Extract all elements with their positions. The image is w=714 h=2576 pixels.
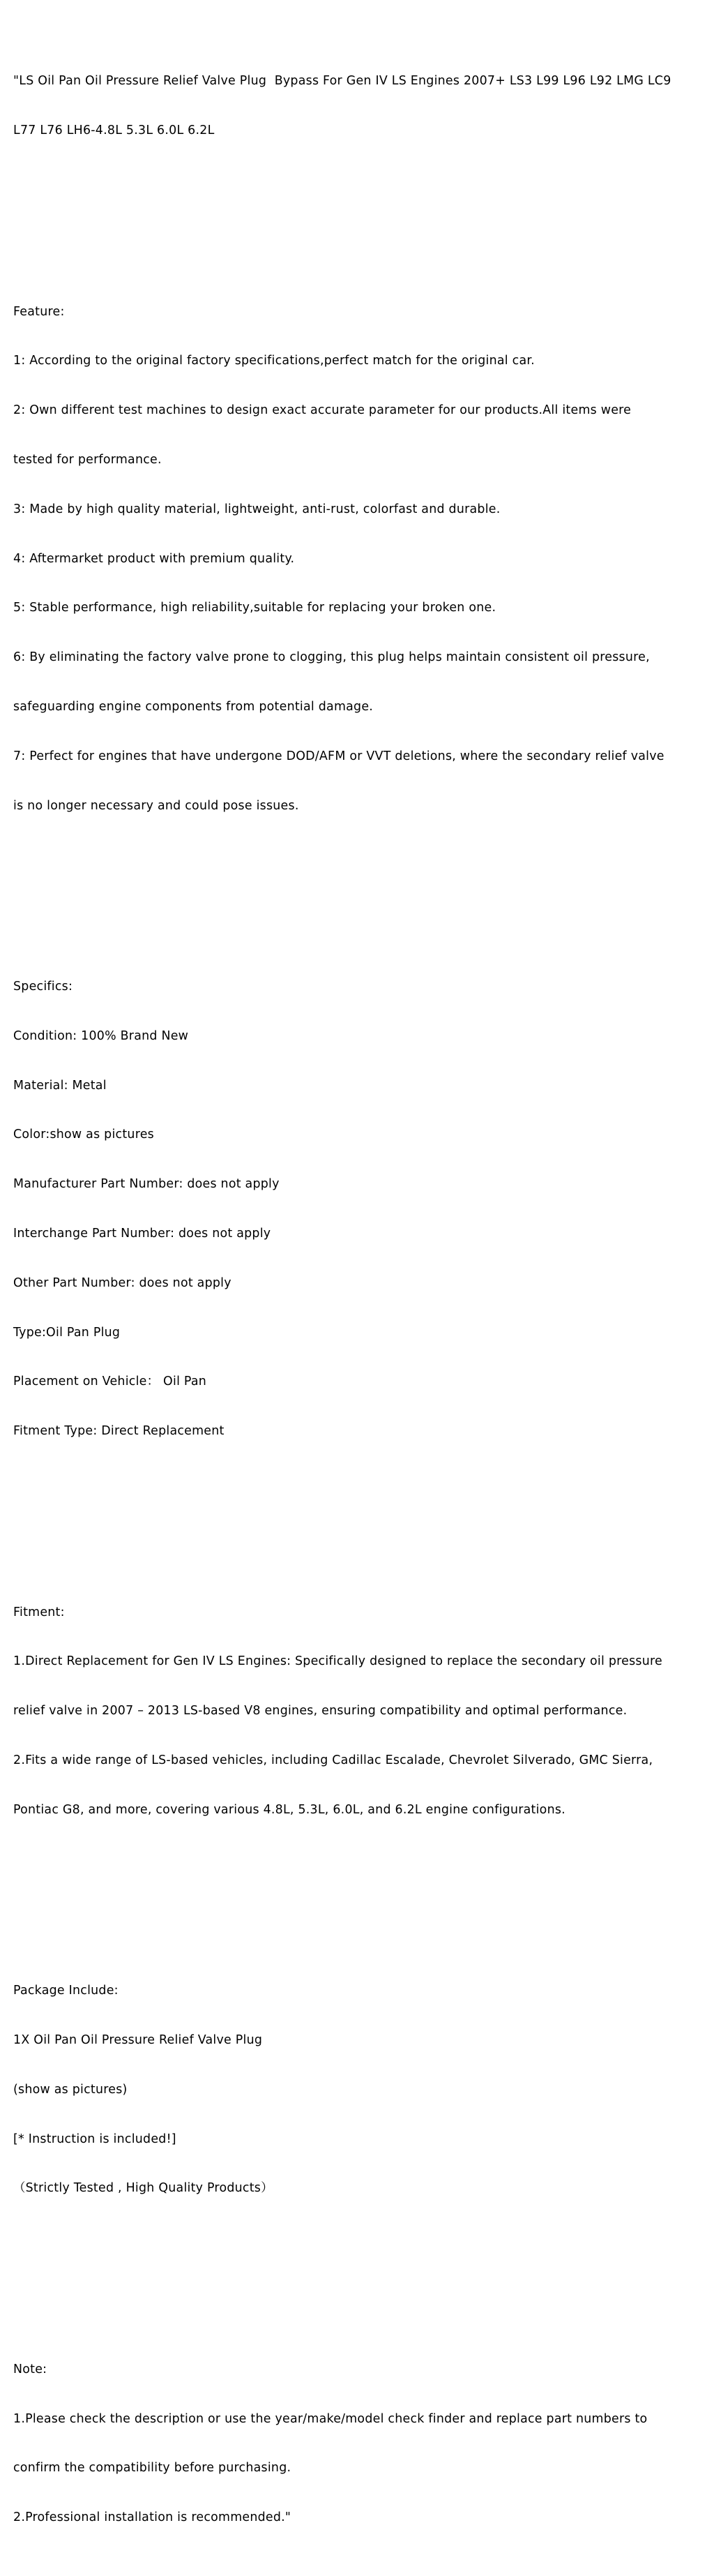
title-line-1: "LS Oil Pan Oil Pressure Relief Valve Plug Bypass For Gen IV LS Engines 2007+ LS3 L99 L96 L92 LMG LC9: [13, 74, 671, 89]
specifics-line: Manufacturer Part Number: does not apply: [13, 1177, 280, 1192]
spacer: [13, 205, 706, 222]
feature-line: 1: According to the original factory specifications,perfect match for the original car.: [13, 354, 535, 368]
fitment-line: 2.Fits a wide range of LS-based vehicles, including Cadillac Escalade, Chevrolet Silverado, GMC Sierra,: [13, 1753, 653, 1767]
feature-line: is no longer necessary and could pose issues.: [13, 798, 299, 813]
package-line: [* Instruction is included!]: [13, 2132, 176, 2146]
feature-line: 3: Made by high quality material, lightweight, anti-rust, colorfast and durable.: [13, 502, 501, 516]
fitment-heading: Fitment:: [13, 1605, 65, 1619]
specifics-line: Interchange Part Number: does not apply: [13, 1226, 271, 1241]
package-line: 1X Oil Pan Oil Pressure Relief Valve Plug: [13, 2033, 263, 2048]
feature-line: 4: Aftermarket product with premium quality.: [13, 551, 295, 566]
spacer: [13, 1506, 706, 1522]
fitment-line: 1.Direct Replacement for Gen IV LS Engines: Specifically designed to replace the secondary oil pressure: [13, 1654, 662, 1669]
feature-heading: Feature:: [13, 304, 65, 319]
specifics-line: Type:Oil Pan Plug: [13, 1325, 121, 1340]
feature-line: tested for performance.: [13, 453, 162, 467]
note-heading: Note:: [13, 2362, 47, 2376]
feature-line: safeguarding engine components from potential damage.: [13, 699, 374, 714]
specifics-line: Condition: 100% Brand New: [13, 1028, 189, 1043]
package-line: (show as pictures): [13, 2082, 128, 2097]
fitment-section: [13, 1571, 706, 1851]
specifics-line: Fitment Type: Direct Replacement: [13, 1424, 225, 1439]
spacer: [13, 1885, 706, 1901]
package-section: [13, 1950, 706, 2230]
fitment-line: relief valve in 2007 – 2013 LS-based V8 engines, ensuring compatibility and optimal performance.: [13, 1704, 628, 1718]
fitment-line: Pontiac G8, and more, covering various 4.8L, 5.3L, 6.0L, and 6.2L engine configurations.: [13, 1802, 565, 1817]
spacer: [13, 2263, 706, 2279]
specifics-line: Placement on Vehicle： Oil Pan: [13, 1375, 207, 1389]
feature-line: 5: Stable performance, high reliability,suitable for replacing your broken one.: [13, 601, 496, 615]
feature-line: 6: By eliminating the factory valve prone to clogging, this plug helps maintain consistent oil pressure,: [13, 650, 650, 665]
specifics-line: Color:show as pictures: [13, 1128, 154, 1142]
feature-line: 2: Own different test machines to design exact accurate parameter for our products.All items were: [13, 403, 632, 418]
specifics-section: [13, 946, 706, 1473]
specifics-line: Other Part Number: does not apply: [13, 1275, 231, 1290]
feature-line: 7: Perfect for engines that have undergone DOD/AFM or VVT deletions, where the secondary relief valve: [13, 749, 664, 763]
note-line: 1.Please check the description or use the year/make/model check finder and replace part numbers to: [13, 2411, 648, 2426]
package-line: （Strictly Tested , High Quality Products）: [13, 2181, 273, 2196]
specifics-heading: Specifics:: [13, 980, 73, 994]
package-heading: Package Include:: [13, 1984, 119, 1998]
title-line-2: L77 L76 LH6-4.8L 5.3L 6.0L 6.2L: [13, 123, 215, 138]
specifics-line: Material: Metal: [13, 1078, 107, 1093]
note-line: confirm the compatibility before purchasing.: [13, 2461, 291, 2476]
feature-section: [13, 271, 706, 848]
note-line: 2.Professional installation is recommended.": [13, 2510, 291, 2525]
note-section: [13, 2329, 706, 2559]
title-block: [13, 40, 706, 172]
spacer: [13, 880, 706, 897]
